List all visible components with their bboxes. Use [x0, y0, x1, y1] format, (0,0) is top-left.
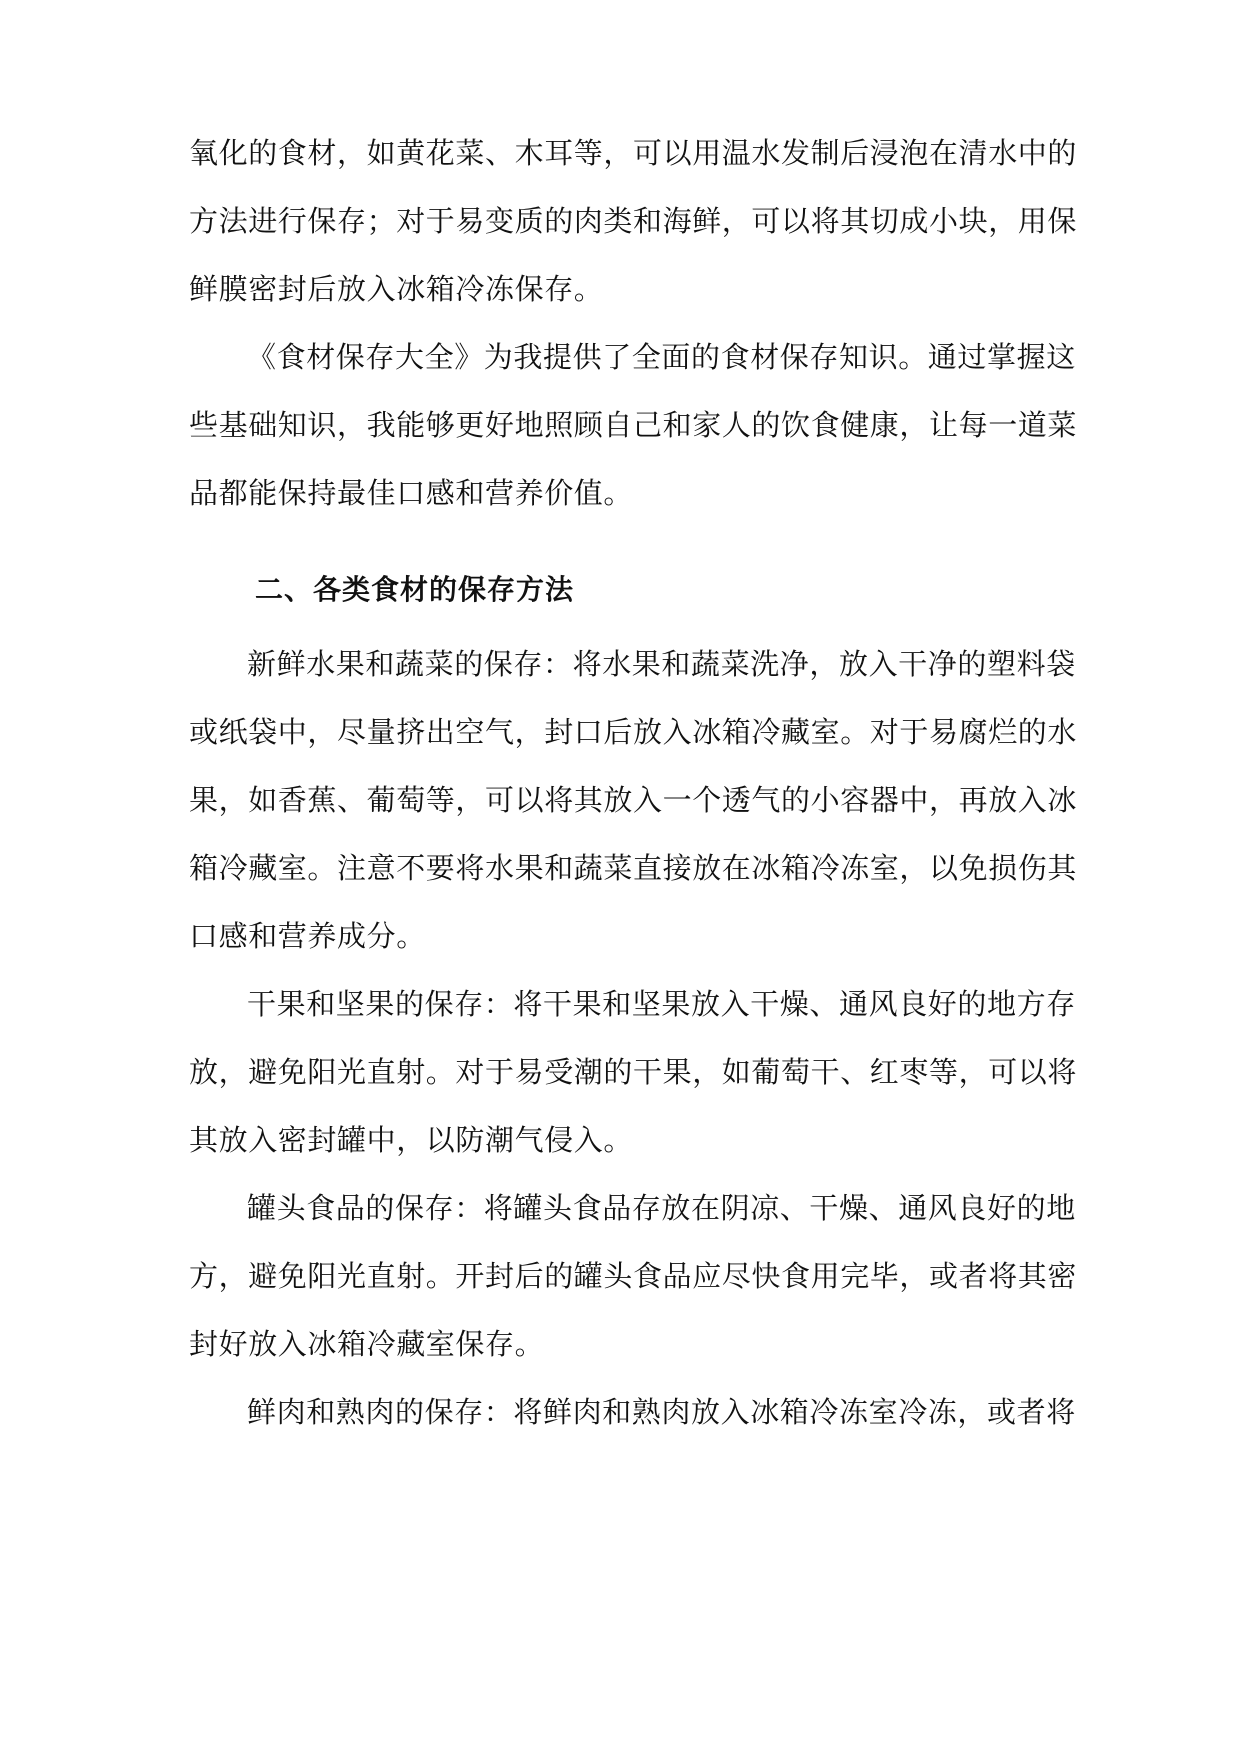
paragraph-line: 其放入密封罐中，以防潮气侵入。: [189, 1123, 634, 1157]
paragraph-line: 氧化的食材，如黄花菜、木耳等，可以用温水发制后浸泡在清水中的: [189, 136, 1078, 170]
paragraph-line: 品都能保持最佳口感和营养价值。: [189, 476, 634, 510]
paragraph-line: 新鲜水果和蔬菜的保存：将水果和蔬菜洗净，放入干净的塑料袋: [247, 647, 1076, 681]
paragraph-line: 些基础知识，我能够更好地照顾自己和家人的饮食健康，让每一道菜: [189, 408, 1078, 442]
paragraph-line: 果，如香蕉、葡萄等，可以将其放入一个透气的小容器中，再放入冰: [189, 783, 1078, 817]
paragraph-line: 《食材保存大全》为我提供了全面的食材保存知识。通过掌握这: [247, 340, 1076, 374]
paragraph-line: 放，避免阳光直射。对于易受潮的干果，如葡萄干、红枣等，可以将: [189, 1055, 1078, 1089]
paragraph-line: 干果和坚果的保存：将干果和坚果放入干燥、通风良好的地方存: [247, 987, 1076, 1021]
paragraph-line: 方，避免阳光直射。开封后的罐头食品应尽快食用完毕，或者将其密: [189, 1259, 1078, 1293]
paragraph-line: 箱冷藏室。注意不要将水果和蔬菜直接放在冰箱冷冻室，以免损伤其: [189, 851, 1078, 885]
paragraph-line: 鲜膜密封后放入冰箱冷冻保存。: [189, 272, 604, 306]
paragraph-line: 方法进行保存；对于易变质的肉类和海鲜，可以将其切成小块，用保: [189, 204, 1078, 238]
paragraph-line: 罐头食品的保存：将罐头食品存放在阴凉、干燥、通风良好的地: [247, 1191, 1076, 1225]
paragraph-line: 或纸袋中，尽量挤出空气，封口后放入冰箱冷藏室。对于易腐烂的水: [189, 715, 1078, 749]
paragraph-line: 口感和营养成分。: [189, 919, 426, 953]
section-heading: 二、各类食材的保存方法: [255, 573, 575, 606]
paragraph-line: 封好放入冰箱冷藏室保存。: [189, 1327, 545, 1361]
paragraph-line: 鲜肉和熟肉的保存：将鲜肉和熟肉放入冰箱冷冻室冷冻，或者将: [247, 1395, 1076, 1429]
